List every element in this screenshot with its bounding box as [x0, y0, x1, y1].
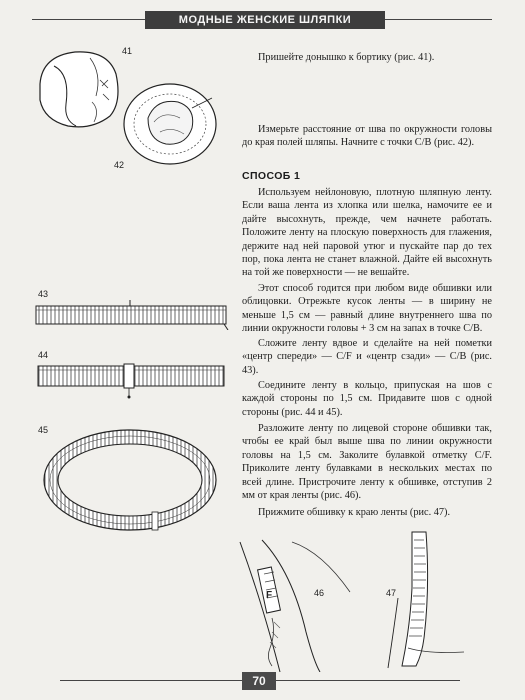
paragraph-6: Соедините ленту в кольцо, припуская на шов с каждой стороны по 1,5 см. Придавите шов с одной стороны (рис. 44 и 45).	[242, 380, 492, 418]
paragraph-3: Используем нейлоновую, плотную шляпную ленту. Если ваша лента из хлопка или шелка, намочите ее и дайте высохнуть, прежде, чем начнете работать. Положите ленту на плоскую поверхность для глажения, держите над ней паровой утюг и пускайте пар до тех пор, пока лента не станет влажной. Дайте ей высохнуть на той же поверхности — не вешайте.	[242, 187, 492, 279]
figure-45-label: 45	[38, 425, 49, 435]
paragraph-2: Измерьте расстояние от шва по окружности головы до края полей шляпы. Начните с точки C/B (рис. 42).	[242, 124, 492, 149]
paragraph-5: Сложите ленту вдвое и сделайте на ней пометки «центр спереди» — C/F и «центр сзади» — C/B (рис. 43).	[242, 338, 492, 376]
paragraph-7: Разложите ленту по лицевой стороне обшивки так, чтобы ее край был выше шва по линии окружности головы на 1,5 см. Заколите булавкой отметку C/F. Приколите ленту булавками в нескольких местах по всей длине. Пристрочите ленту к обшивке, отступив 2 мм от края ленты (рис. 46).	[242, 423, 492, 502]
paragraph-1: Пришейте донышко к бортику (рис. 41).	[258, 52, 435, 63]
figure-44-label: 44	[38, 350, 49, 360]
page-header: МОДНЫЕ ЖЕНСКИЕ ШЛЯПКИ	[145, 11, 385, 29]
figure-43-label: 43	[38, 289, 49, 299]
paragraph-4: Этот способ годится при любом виде обшивки или облицовки. Отрежьте кусок ленты — в ширину не меньше 1,5 см — равный длине внутреннего шва по линии окружности головы + 3 см на запах в точке C/B.	[242, 283, 492, 335]
figure-46-illustration	[232, 532, 356, 672]
paragraph-8: Прижмите обшивку к краю ленты (рис. 47).	[258, 507, 451, 518]
svg-text:F: F	[266, 590, 273, 601]
figure-41-illustration	[30, 44, 125, 134]
figure-46-label: 46	[314, 588, 325, 598]
page-number: 70	[242, 672, 276, 690]
figure-44-illustration	[34, 360, 230, 400]
figure-47-label: 47	[386, 588, 397, 598]
figure-45-illustration	[40, 418, 220, 536]
figure-42-illustration	[120, 78, 220, 168]
section-heading: СПОСОБ 1	[242, 170, 301, 182]
figure-41-label: 41	[122, 46, 133, 56]
figure-43-illustration	[34, 298, 230, 330]
figure-47-illustration	[368, 528, 468, 672]
figure-42-label: 42	[114, 160, 125, 170]
